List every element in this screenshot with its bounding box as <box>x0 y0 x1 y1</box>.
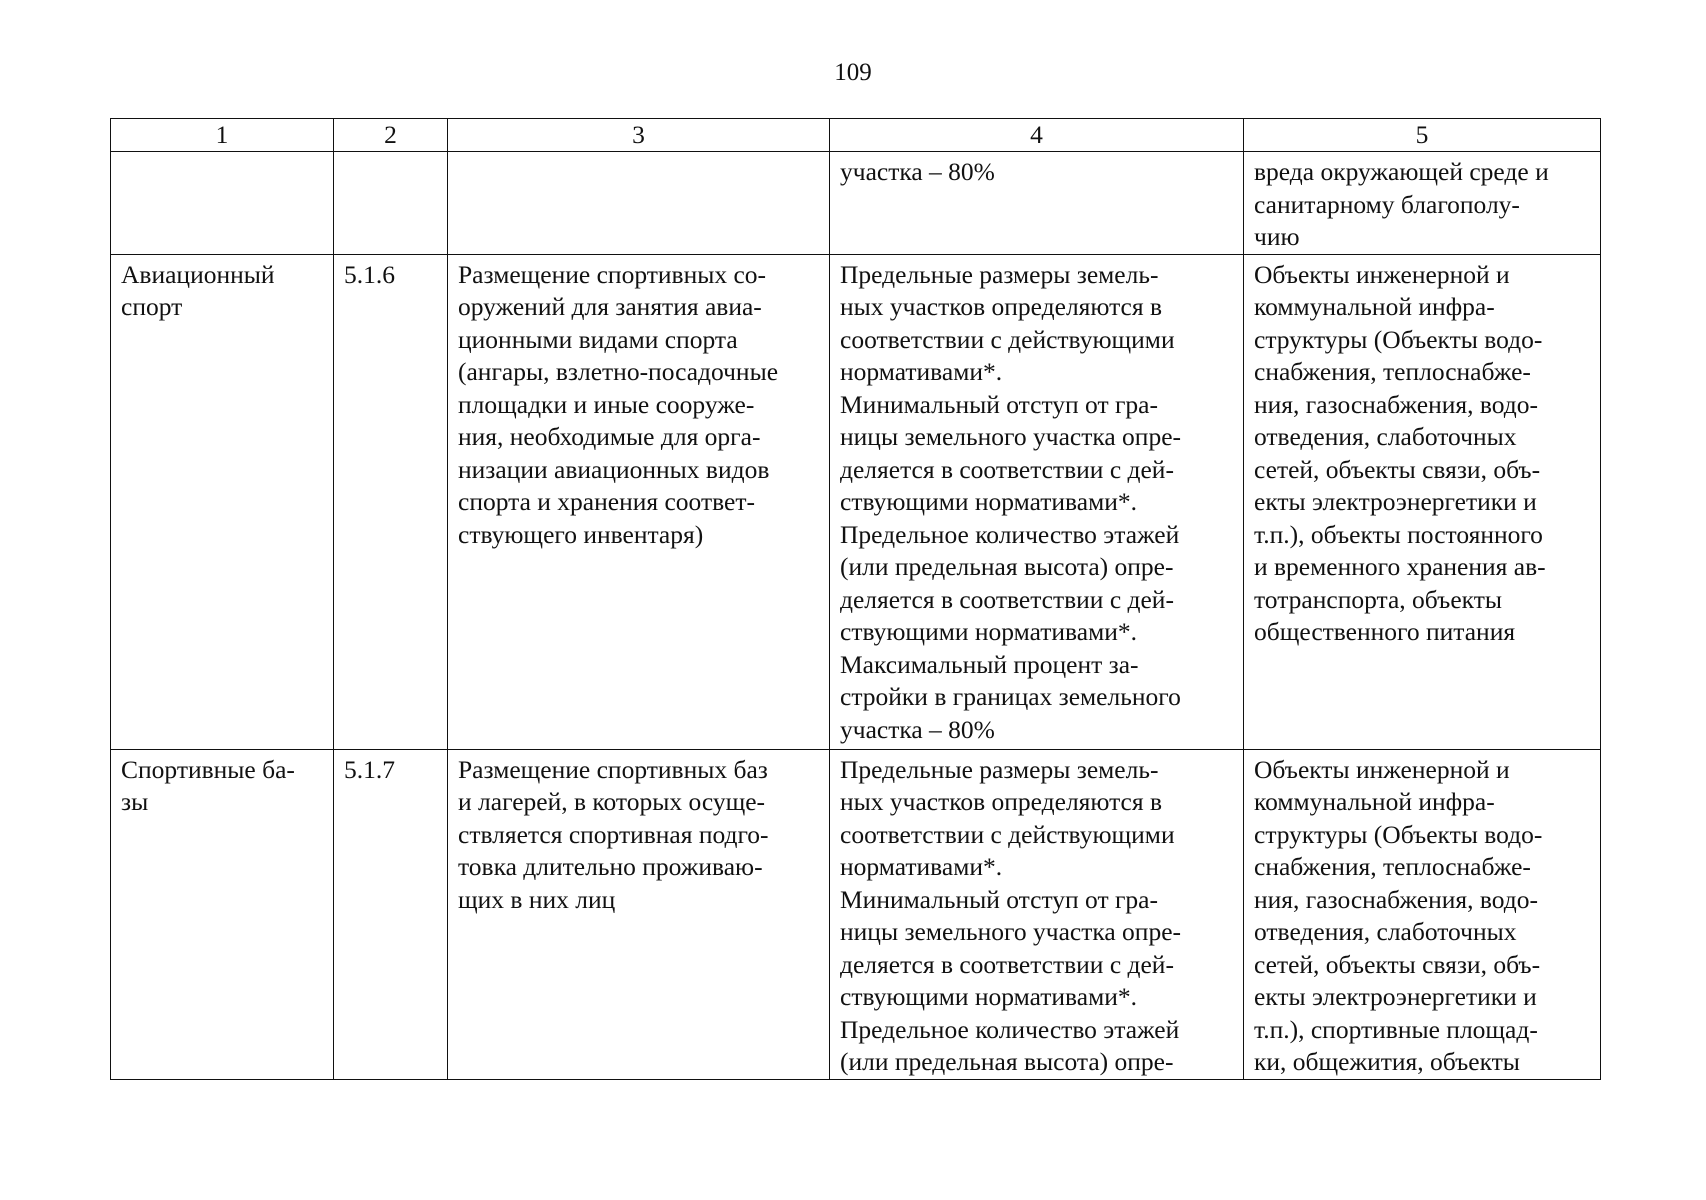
column-header-2: 2 <box>334 119 448 152</box>
land-use-name: Авиационный спорт <box>121 259 275 321</box>
land-use-code-cell <box>334 152 448 255</box>
parameters-text: Предельные размеры земель- ных участков определяются в соответствии с действующими нормативами*. Минимальный отступ от гра- ницы земельного участка опре- деляется в соответствии с дей- ствующими нормативами*. Предельное количество этажей (или предельная высота) опре- <box>840 754 1182 1076</box>
auxiliary-uses-cell <box>1244 152 1601 255</box>
land-use-code-cell <box>334 749 448 1079</box>
column-header-4: 4 <box>830 119 1244 152</box>
auxiliary-uses-cell <box>1244 254 1601 749</box>
land-use-description-cell <box>448 254 830 749</box>
parameters-cell <box>830 254 1244 749</box>
table-header-row <box>111 119 1601 152</box>
land-use-name: Спортивные ба- зы <box>121 754 295 816</box>
parameters-cell <box>830 749 1244 1079</box>
auxiliary-uses-text: вреда окружающей среде и санитарному благополу- чию <box>1254 157 1549 251</box>
land-use-code: 5.1.7 <box>344 754 395 784</box>
zoning-table <box>110 118 1601 1080</box>
auxiliary-uses-cell <box>1244 749 1601 1079</box>
column-header-1: 1 <box>111 119 334 152</box>
column-header-3: 3 <box>448 119 830 152</box>
table-row <box>111 749 1601 1079</box>
land-use-description: Размещение спортивных баз и лагерей, в которых осуще- ствляется спортивная подго- товка длительно проживаю- щих в них лиц <box>458 754 769 914</box>
parameters-text: участка – 80% <box>840 157 995 186</box>
auxiliary-uses-text: Объекты инженерной и коммунальной инфра- структуры (Объекты водо- снабжения, теплоснабже- ния, газоснабжения, водо- отведения, слаботочных сетей, объекты связи, объ- екты электроэнергетики и т.п.), объекты постоянного и временного хранения ав- тотранспорта, объекты общественного питания <box>1254 259 1546 646</box>
table-row <box>111 152 1601 255</box>
land-use-name-cell <box>111 152 334 255</box>
parameters-text: Предельные размеры земель- ных участков определяются в соответствии с действующими нормативами*. Минимальный отступ от гра- ницы земельного участка опре- деляется в соответствии с дей- ствующими нормативами*. Предельное количество этажей (или предельная высота) опре- деляется в соответствии с дей- ствующими нормативами*. Максимальный процент за- стройки в границах земельного участка – 80% <box>840 259 1182 744</box>
land-use-code-cell <box>334 254 448 749</box>
table-row <box>111 254 1601 749</box>
page-number: 109 <box>834 59 872 86</box>
land-use-name-cell <box>111 749 334 1079</box>
land-use-code: 5.1.6 <box>344 259 395 289</box>
parameters-cell <box>830 152 1244 255</box>
column-header-5: 5 <box>1244 119 1601 152</box>
land-use-description: Размещение спортивных со- оружений для занятия авиа- ционными видами спорта (ангары, взлетно-посадочные площадки и иные сооруже- ния, необходимые для орга- низации авиационных видов спорта и хранения соответ- ствующего инвентаря) <box>458 259 779 549</box>
land-use-description-cell <box>448 152 830 255</box>
land-use-name-cell <box>111 254 334 749</box>
auxiliary-uses-text: Объекты инженерной и коммунальной инфра- структуры (Объекты водо- снабжения, теплоснабже- ния, газоснабжения, водо- отведения, слаботочных сетей, объекты связи, объ- екты электроэнергетики и т.п.), спортивные площад- ки, общежития, объекты <box>1254 754 1543 1076</box>
land-use-description-cell <box>448 749 830 1079</box>
